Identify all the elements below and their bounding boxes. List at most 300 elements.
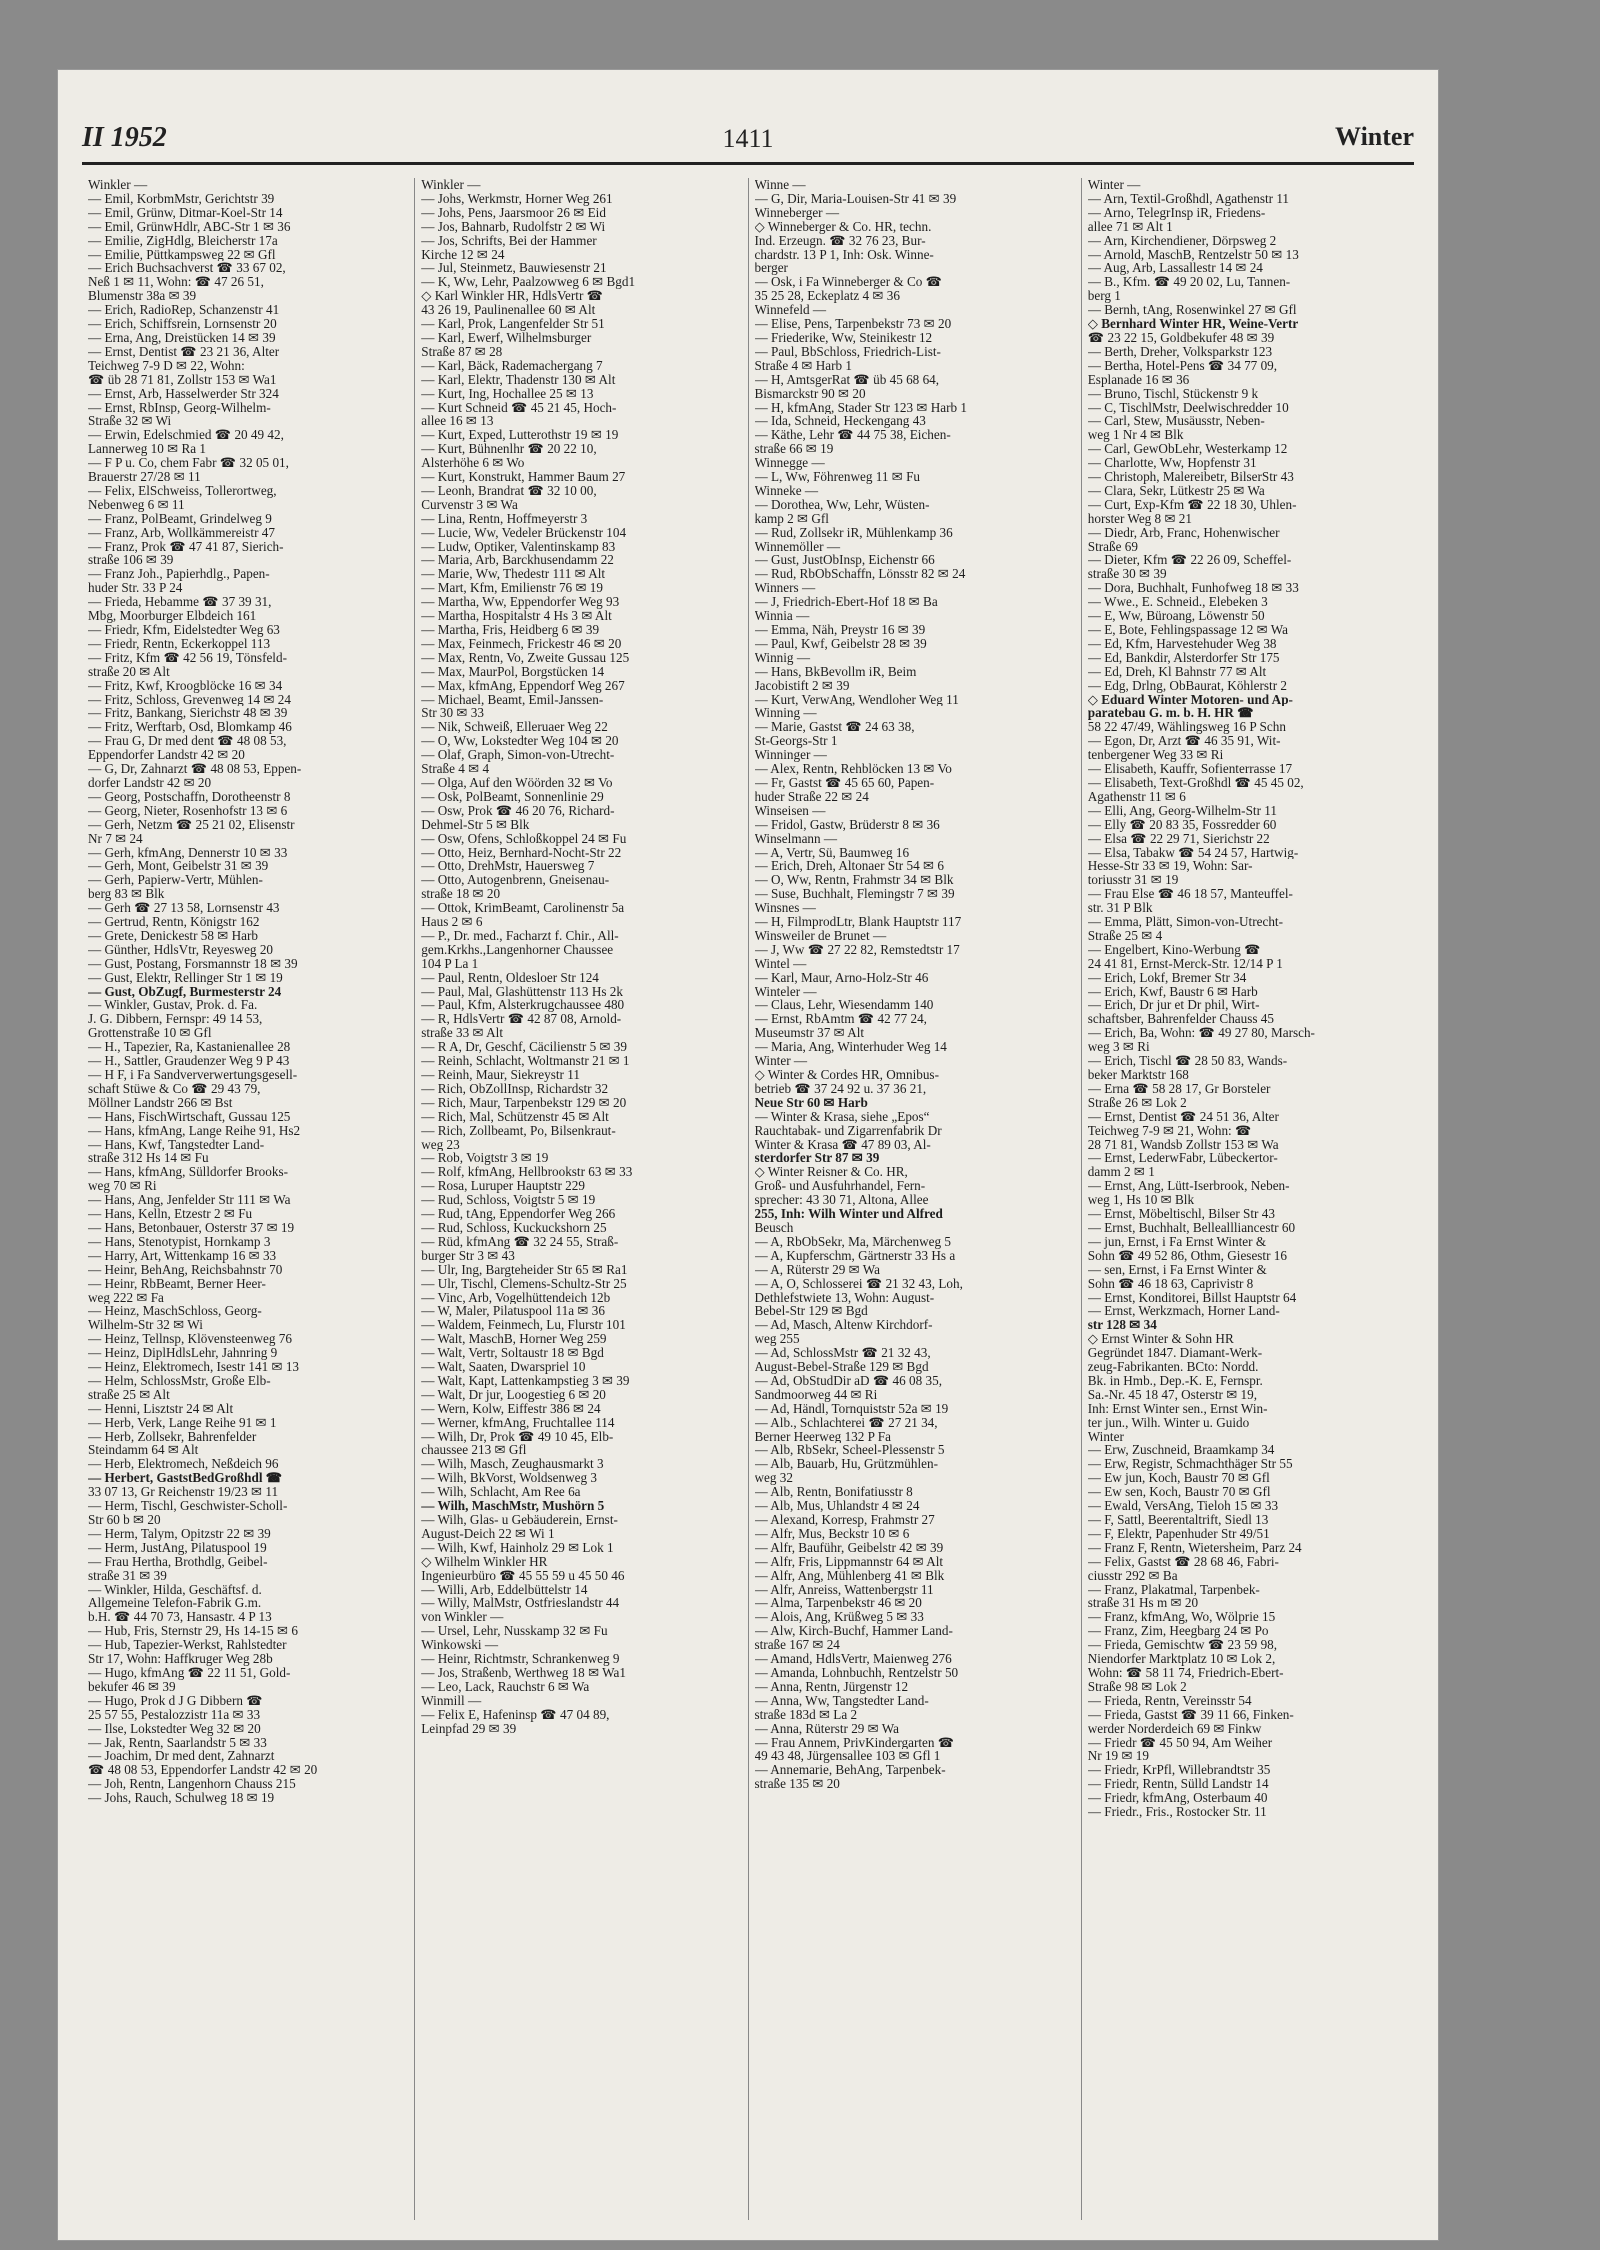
- directory-entry: weg 255: [754, 1332, 800, 1347]
- directory-entry: — Ernst, Buchhalt, Belleallliancestr 60: [1087, 1220, 1296, 1235]
- directory-entry: — sen, Ernst, i Fa Ernst Winter &: [1087, 1262, 1267, 1277]
- directory-entry: Ind. Erzeugn. ☎ 32 76 23, Bur-: [754, 233, 926, 248]
- directory-entry: — Karl, Prok, Langenfelder Str 51: [421, 317, 605, 331]
- directory-entry: — Winkler, Hilda, Geschäftsf. d.: [88, 1582, 262, 1597]
- directory-entry: — Ew jun, Koch, Baustr 70 ✉ Gfl: [1087, 1471, 1270, 1486]
- directory-entry: — Walt, Saaten, Dwarspriel 10: [421, 1360, 586, 1374]
- directory-entry: — Karl, Bäck, Rademachergang 7: [421, 358, 603, 373]
- directory-entry: — Erwin, Edelschmied ☎ 20 49 42,: [88, 428, 284, 443]
- directory-entry: — Elisabeth, Kauffr, Sofienterrasse 17: [1087, 762, 1293, 776]
- directory-entry: weg 23: [421, 1137, 460, 1152]
- directory-entry: — Wern, Kolw, Eiffestr 386 ✉ 24: [421, 1401, 601, 1416]
- directory-entry: — Fr, Gastst ☎ 45 65 60, Papen-: [754, 775, 935, 790]
- directory-entry: — Herb, Zollsekr, Bahrenfelder: [88, 1429, 257, 1444]
- directory-entry: — Herm, JustAng, Pilatuspool 19: [88, 1540, 267, 1555]
- directory-entry: weg 32: [754, 1471, 793, 1486]
- directory-entry: 28 71 81, Wandsb Zollstr 153 ✉ Wa: [1087, 1137, 1279, 1152]
- directory-entry: — Rud, Schloss, Voigtstr 5 ✉ 19: [421, 1193, 596, 1208]
- directory-entry: — A, RbObSekr, Ma, Märchenweg 5: [754, 1234, 952, 1249]
- directory-entry: — Alfr, Bauführ, Geibelstr 42 ✉ 39: [754, 1540, 944, 1555]
- directory-entry: — Elli, Ang, Georg-Wilhelm-Str 11: [1087, 803, 1277, 818]
- directory-entry: Wilhelm-Str 32 ✉ Wi: [88, 1318, 203, 1333]
- directory-entry: von Winkler —: [421, 1610, 504, 1625]
- directory-entry: ter jun., Wilh. Winter u. Guido: [1087, 1415, 1250, 1430]
- directory-entry: — Max, kfmAng, Eppendorf Weg 267: [421, 678, 625, 693]
- directory-entry: — Otto, Heiz, Bernhard-Nocht-Str 22: [421, 845, 622, 860]
- directory-entry: Teichweg 7-9 D ✉ 22, Wohn:: [88, 358, 245, 373]
- directory-entry: — Erna ☎ 58 28 17, Gr Borsteler: [1087, 1081, 1271, 1096]
- directory-entry: Straße 26 ✉ Lok 2: [1087, 1095, 1187, 1110]
- directory-entry: St-Georgs-Str 1: [754, 734, 838, 749]
- directory-entry: August-Deich 22 ✉ Wi 1: [421, 1526, 555, 1541]
- directory-entry: — Frieda, Rentn, Vereinsstr 54: [1087, 1693, 1252, 1708]
- directory-entry: — Franz, Zim, Heegbarg 24 ✉ Po: [1087, 1624, 1269, 1639]
- directory-entry: — Walt, Vertr, Soltaustr 18 ✉ Bgd: [421, 1346, 604, 1361]
- directory-entry: — Erich, RadioRep, Schanzenstr 41: [88, 303, 280, 318]
- directory-entry: sprecher: 43 30 71, Altona, Allee: [754, 1193, 929, 1208]
- directory-entry: — Frieda, Hebamme ☎ 37 39 31,: [88, 595, 272, 610]
- directory-entry: Jacobistift 2 ✉ 39: [754, 678, 850, 693]
- directory-entry: Winter —: [1087, 178, 1141, 192]
- column-2: [415, 178, 748, 2220]
- directory-entry: weg 70 ✉ Ri: [88, 1179, 157, 1194]
- directory-entry: Nebenweg 6 ✉ 11: [88, 497, 185, 512]
- directory-entry: — Friedr, Rentn, Eckerkoppel 113: [88, 636, 271, 651]
- directory-entry: — Ludw, Optiker, Valentinskamp 83: [421, 539, 616, 554]
- directory-entry: schaft Stüwe & Co ☎ 29 43 79,: [88, 1081, 261, 1096]
- directory-entry: — Frieda, Gastst ☎ 39 11 66, Finken-: [1087, 1707, 1294, 1722]
- directory-entry: Sandmoorweg 44 ✉ Ri: [754, 1387, 878, 1402]
- directory-entry: — Mart, Kfm, Emilienstr 76 ✉ 19: [421, 581, 603, 596]
- directory-entry: — Erich, Dr jur et Dr phil, Wirt-: [1087, 998, 1260, 1013]
- directory-entry: — Franz, PolBeamt, Grindelweg 9: [88, 511, 272, 526]
- directory-entry: — H, kfmAng, Stader Str 123 ✉ Harb 1: [754, 400, 968, 415]
- directory-entry: — Hans, Stenotypist, Hornkamp 3: [88, 1234, 271, 1249]
- header-running-head: Winter: [1335, 122, 1414, 151]
- directory-entry: — Ad, SchlossMstr ☎ 21 32 43,: [754, 1346, 931, 1361]
- directory-entry: — Franz, Prok ☎ 47 41 87, Sierich-: [88, 539, 284, 554]
- directory-entry: Winnemöller —: [754, 539, 841, 554]
- directory-entry: — H., Sattler, Graudenzer Weg 9 P 43: [88, 1054, 290, 1068]
- directory-entry: — Hans, kfmAng, Lange Reihe 91, Hs2: [88, 1123, 301, 1138]
- directory-entry: weg 1, Hs 10 ✉ Blk: [1087, 1193, 1195, 1208]
- directory-entry: — Erich, Schiffsrein, Lornsenstr 20: [88, 317, 277, 331]
- directory-entry: — Maria, Ang, Winterhuder Weg 14: [754, 1040, 947, 1055]
- directory-entry: — R A, Dr, Geschf, Cäcilienstr 5 ✉ 39: [421, 1040, 627, 1055]
- directory-entry: — Ewald, VersAng, Tieloh 15 ✉ 33: [1087, 1499, 1279, 1513]
- directory-entry: — Grete, Denickestr 58 ✉ Harb: [88, 928, 258, 943]
- directory-entry: — Aug, Arb, Lassallestr 14 ✉ 24: [1087, 261, 1263, 276]
- directory-entry: — Carl, GewObLehr, Westerkamp 12: [1087, 442, 1288, 457]
- directory-entry: — Friedr, Kfm, Eidelstedter Weg 63: [88, 623, 280, 637]
- directory-entry: Winnefeld —: [754, 303, 827, 318]
- directory-entry: berger: [754, 261, 788, 276]
- directory-entry: — Rud, RbObSchaffn, Lönsstr 82 ✉ 24: [754, 567, 966, 582]
- directory-entry: — Alfr, Mus, Beckstr 10 ✉ 6: [754, 1526, 910, 1541]
- directory-entry: — Ed, Kfm, Harvestehuder Weg 38: [1087, 636, 1277, 651]
- directory-entry: — Erich, Tischl ☎ 28 50 83, Wands-: [1087, 1054, 1288, 1068]
- directory-entry: — Bruno, Tischl, Stückenstr 9 k: [1087, 386, 1259, 401]
- directory-entry: ◇ Wilhelm Winkler HR: [421, 1554, 548, 1569]
- directory-entry: Winneke —: [754, 483, 819, 498]
- directory-entry: — Ernst, RbInsp, Georg-Wilhelm-: [88, 400, 271, 415]
- directory-entry: — Kurt Schneid ☎ 45 21 45, Hoch-: [421, 400, 617, 415]
- directory-entry: — Alw, Kirch-Buchf, Hammer Land-: [754, 1624, 953, 1639]
- directory-entry: — Johs, Pens, Jaarsmoor 26 ✉ Eid: [421, 205, 606, 220]
- directory-entry: — F, Elektr, Papenhuder Str 49/51: [1087, 1526, 1270, 1541]
- directory-entry: — Paul, Rentn, Oldesloer Str 124: [421, 970, 599, 985]
- directory-entry: — Lina, Rentn, Hoffmeyerstr 3: [421, 511, 588, 526]
- directory-entry: — Olga, Auf den Wöörden 32 ✉ Vo: [421, 775, 613, 790]
- directory-entry: — Franz F, Rentn, Wietersheim, Parz 24: [1087, 1540, 1302, 1555]
- directory-entry: — Wilh, Dr, Prok ☎ 49 10 45, Elb-: [421, 1429, 614, 1444]
- directory-entry: — Friedr, kfmAng, Osterbaum 40: [1087, 1791, 1268, 1806]
- directory-entry: — Gust, Elektr, Rellinger Str 1 ✉ 19: [88, 970, 283, 985]
- directory-entry: damm 2 ✉ 1: [1087, 1165, 1155, 1180]
- directory-entry: Niendorfer Marktplatz 10 ✉ Lok 2,: [1087, 1652, 1276, 1666]
- columns: [82, 178, 1414, 2220]
- directory-entry: August-Bebel-Straße 129 ✉ Bgd: [754, 1360, 929, 1374]
- directory-entry: — Gerh, Netzm ☎ 25 21 02, Elisenstr: [88, 817, 295, 832]
- directory-entry: — Frau G, Dr med dent ☎ 48 08 53,: [88, 734, 287, 749]
- directory-entry: — Arn, Textil-Großhdl, Agathenstr 11: [1087, 191, 1290, 206]
- directory-entry: — Käthe, Lehr ☎ 44 75 38, Eichen-: [754, 428, 951, 443]
- directory-entry: — H, AmtsgerRat ☎ üb 45 68 64,: [754, 372, 940, 387]
- directory-entry: — Erna, Ang, Dreistücken 14 ✉ 39: [88, 330, 276, 345]
- directory-entry: — Alb, RbSekr, Scheel-Plessenstr 5: [754, 1443, 945, 1458]
- directory-entry: paratebau G. m. b. H. HR ☎: [1087, 706, 1254, 721]
- directory-entry: — Paul, Mal, Glashüttenstr 113 Hs 2k: [421, 984, 623, 999]
- directory-entry: Groß- und Ausfuhrhandel, Fern-: [754, 1179, 926, 1194]
- directory-entry: — Franz Joh., Papierhdlg., Papen-: [88, 567, 270, 582]
- directory-entry: — Johs, Werkmstr, Horner Weg 261: [421, 191, 613, 206]
- directory-entry: — Friedr ☎ 45 50 94, Am Weiher: [1087, 1735, 1273, 1750]
- directory-entry: — Erich Buchsachverst ☎ 33 67 02,: [88, 261, 286, 276]
- directory-entry: Winnig —: [754, 650, 811, 665]
- directory-page: [58, 70, 1438, 2240]
- directory-entry: — Emil, KorbmMstr, Gerichtstr 39: [88, 191, 275, 206]
- directory-entry: Teichweg 7-9 ✉ 21, Wohn: ☎: [1087, 1123, 1252, 1138]
- directory-entry: — Alma, Tarpenbekstr 46 ✉ 20: [754, 1596, 922, 1611]
- directory-entry: — Egon, Dr, Arzt ☎ 46 35 91, Wit-: [1087, 734, 1281, 749]
- directory-entry: — Gertrud, Rentn, Königstr 162: [88, 915, 260, 929]
- directory-entry: — Walt, Dr jur, Loogestieg 6 ✉ 20: [421, 1387, 606, 1402]
- directory-entry: — Osk, PolBeamt, Sonnenlinie 29: [421, 789, 604, 804]
- directory-entry: — Georg, Postschaffn, Dorotheenstr 8: [88, 789, 291, 804]
- directory-entry: — Friedr, KrPfl, Willebrandtstr 35: [1087, 1763, 1271, 1778]
- directory-entry: — B., Kfm. ☎ 49 20 02, Lu, Tannen-: [1087, 275, 1291, 290]
- directory-entry: — Ew sen, Koch, Baustr 70 ✉ Gfl: [1087, 1485, 1271, 1500]
- directory-entry: — Hans, Betonbauer, Osterstr 37 ✉ 19: [88, 1220, 295, 1235]
- directory-entry: schaftsber, Bahrenfelder Chauss 45: [1087, 1012, 1274, 1027]
- directory-entry: — Edg, Drlng, ObBaurat, Köhlerstr 2: [1087, 678, 1287, 693]
- directory-entry: straße 312 Hs 14 ✉ Fu: [88, 1151, 209, 1166]
- directory-entry: straße 183d ✉ La 2: [754, 1707, 858, 1722]
- directory-entry: — Jos, Straßenb, Werthweg 18 ✉ Wa1: [421, 1665, 627, 1680]
- directory-entry: — Alex, Rentn, Rehblöcken 13 ✉ Vo: [754, 762, 952, 776]
- directory-entry: Steindamm 64 ✉ Alt: [88, 1443, 199, 1458]
- directory-entry: — Gerh ☎ 27 13 58, Lornsenstr 43: [88, 901, 280, 916]
- directory-entry: — Paul, BbSchloss, Friedrich-List-: [754, 344, 941, 359]
- directory-entry: — Fritz, Kwf, Kroogblöcke 16 ✉ 34: [88, 678, 283, 693]
- directory-entry: — Marie, Ww, Thedestr 111 ✉ Alt: [421, 567, 606, 582]
- directory-entry: Lannerweg 10 ✉ Ra 1: [88, 442, 206, 457]
- directory-entry: Winsweiler de Brunet —: [754, 928, 887, 943]
- directory-entry: Winneberger —: [754, 205, 840, 220]
- directory-entry: weg 3 ✉ Ri: [1087, 1040, 1150, 1055]
- directory-entry: — Kurt, Konstrukt, Hammer Baum 27: [421, 470, 626, 484]
- directory-entry: — jun, Ernst, i Fa Ernst Winter &: [1087, 1234, 1267, 1249]
- directory-entry: — Waldem, Feinmech, Lu, Flurstr 101: [421, 1318, 626, 1333]
- directory-entry: — Reinh, Schlacht, Woltmanstr 21 ✉ 1: [421, 1054, 630, 1068]
- directory-entry: — Alb, Rentn, Bonifatiusstr 8: [754, 1485, 913, 1500]
- directory-entry: — Felix, ElSchweiss, Tollerortweg,: [88, 483, 277, 498]
- directory-entry: — Franz, Plakatmal, Tarpenbek-: [1087, 1582, 1260, 1597]
- directory-entry: — Franz, kfmAng, Wo, Wölprie 15: [1087, 1610, 1276, 1625]
- directory-entry: Str 17, Wohn: Haffkruger Weg 28b: [88, 1652, 273, 1666]
- directory-entry: — Frieda, Gemischtw ☎ 23 59 98,: [1087, 1638, 1278, 1653]
- directory-entry: — Fritz, Bankang, Sierichstr 48 ✉ 39: [88, 706, 288, 721]
- directory-entry: — Gust, JustObInsp, Eichenstr 66: [754, 553, 935, 568]
- directory-entry: Winsnes —: [754, 901, 816, 916]
- directory-entry: Bismarckstr 90 ✉ 20: [754, 386, 866, 401]
- directory-entry: ☎ 23 22 15, Goldbekufer 48 ✉ 39: [1087, 330, 1275, 345]
- directory-entry: — Heinz, MaschSchloss, Georg-: [88, 1304, 262, 1319]
- directory-entry: — Rob, Voigtstr 3 ✉ 19: [421, 1151, 549, 1166]
- directory-entry: Neß 1 ✉ 11, Wohn: ☎ 47 26 51,: [88, 275, 264, 290]
- directory-entry: — Gerh, Mont, Geibelstr 31 ✉ 39: [88, 859, 269, 874]
- directory-entry: Dethlefstwiete 13, Wohn: August-: [754, 1290, 935, 1305]
- directory-entry: Esplanade 16 ✉ 36: [1087, 372, 1190, 387]
- directory-entry: Allgemeine Telefon-Fabrik G.m.: [88, 1596, 262, 1611]
- directory-entry: — Martha, Ww, Eppendorfer Weg 93: [421, 595, 620, 610]
- directory-entry: Winselmann —: [754, 831, 838, 846]
- directory-entry: — Elsa, Tabakw ☎ 54 24 57, Hartwig-: [1087, 845, 1299, 860]
- directory-entry: straße 135 ✉ 20: [754, 1777, 840, 1792]
- directory-entry: — Rüd, kfmAng ☎ 32 24 55, Straß-: [421, 1234, 619, 1249]
- directory-entry: — Heinz, Elektromech, Isestr 141 ✉ 13: [88, 1360, 300, 1374]
- directory-entry: — Gerh, Papierw-Vertr, Mühlen-: [88, 873, 263, 888]
- directory-entry: — Anna, Rüterstr 29 ✉ Wa: [754, 1721, 900, 1736]
- directory-entry: — Elise, Pens, Tarpenbekstr 73 ✉ 20: [754, 317, 952, 331]
- directory-entry: straße 25 ✉ Alt: [88, 1387, 170, 1402]
- directory-entry: ◇ Winneberger & Co. HR, techn.: [754, 219, 932, 234]
- directory-entry: — Elisabeth, Text-Großhdl ☎ 45 45 02,: [1087, 775, 1304, 790]
- directory-entry: — Erich, Dreh, Altonaer Str 54 ✉ 6: [754, 859, 944, 874]
- directory-entry: — P., Dr. med., Facharzt f. Chir., All-: [421, 928, 619, 943]
- directory-entry: 49 43 48, Jürgensallee 103 ✉ Gfl 1: [754, 1749, 941, 1764]
- directory-entry: ◇ Winter & Cordes HR, Omnibus-: [754, 1068, 939, 1082]
- directory-entry: Straße 87 ✉ 28: [421, 344, 503, 359]
- directory-entry: — Rolf, kfmAng, Hellbrookstr 63 ✉ 33: [421, 1165, 633, 1180]
- directory-entry: — Dorothea, Ww, Lehr, Wüsten-: [754, 497, 930, 512]
- directory-entry: Winkler —: [88, 178, 148, 192]
- directory-entry: — O, Ww, Lokstedter Weg 104 ✉ 20: [421, 734, 619, 749]
- directory-entry: Agathenstr 11 ✉ 6: [1087, 789, 1186, 804]
- directory-entry: chardstr. 13 P 1, Inh: Osk. Winne-: [754, 247, 934, 262]
- directory-entry: — Max, Rentn, Vo, Zweite Gussau 125: [421, 650, 630, 665]
- directory-entry: — Frau Annem, PrivKindergarten ☎: [754, 1735, 955, 1750]
- directory-entry: — Rich, ObZollInsp, Richardstr 32: [421, 1081, 609, 1096]
- directory-entry: — Heinz, DiplHdlsLehr, Jahnring 9: [88, 1346, 278, 1361]
- directory-entry: ◇ Ernst Winter & Sohn HR: [1087, 1332, 1234, 1347]
- directory-entry: gem.Krkhs.,Langenhorner Chaussee: [421, 942, 614, 957]
- directory-entry: — Marie, Gastst ☎ 24 63 38,: [754, 720, 915, 735]
- directory-entry: berg 1: [1087, 289, 1121, 304]
- directory-entry: — Max, MaurPol, Borgstücken 14: [421, 664, 605, 679]
- directory-entry: Winter: [1087, 1429, 1124, 1444]
- directory-entry: betrieb ☎ 37 24 92 u. 37 36 21,: [754, 1081, 927, 1096]
- directory-entry: — Herm, Talym, Opitzstr 22 ✉ 39: [88, 1526, 271, 1541]
- directory-entry: — Carl, Stew, Musäusstr, Neben-: [1087, 414, 1265, 429]
- directory-entry: — Karl, Elektr, Thadenstr 130 ✉ Alt: [421, 372, 616, 387]
- page-header: [82, 122, 1414, 165]
- directory-entry: weg 1 Nr 4 ✉ Blk: [1087, 428, 1184, 443]
- column-3: [749, 178, 1082, 2220]
- directory-entry: — Hans, FischWirtschaft, Gussau 125: [88, 1109, 291, 1124]
- directory-entry: — A, Vertr, Sü, Baumweg 16: [754, 845, 910, 860]
- directory-entry: Winkowski —: [421, 1638, 499, 1653]
- directory-entry: — Ernst, RbAmtm ☎ 42 77 24,: [754, 1012, 927, 1027]
- directory-entry: — Ernst, Möbeltischl, Bilser Str 43: [1087, 1207, 1275, 1221]
- directory-entry: — G, Dr, Zahnarzt ☎ 48 08 53, Eppen-: [88, 762, 302, 776]
- directory-entry: — H F, i Fa Sandververwertungsgesell-: [88, 1068, 298, 1082]
- directory-entry: — Kurt, Ing, Hochallee 25 ✉ 13: [421, 386, 594, 401]
- directory-entry: Wohn: ☎ 58 11 74, Friedrich-Ebert-: [1087, 1665, 1284, 1680]
- directory-entry: — Ed, Bankdir, Alsterdorfer Str 175: [1087, 650, 1280, 665]
- directory-entry: allee 16 ✉ 13: [421, 414, 494, 429]
- directory-entry: Berner Heerweg 132 P Fa: [754, 1429, 891, 1444]
- directory-entry: Winseisen —: [754, 803, 826, 818]
- directory-entry: — Wwe., E. Schneid., Elebeken 3: [1087, 595, 1268, 610]
- directory-entry: — Otto, DrehMstr, Hauersweg 7: [421, 859, 595, 874]
- directory-entry: — Ed, Dreh, Kl Bahnstr 77 ✉ Alt: [1087, 664, 1267, 679]
- directory-entry: — Wilh, Kwf, Hainholz 29 ✉ Lok 1: [421, 1540, 614, 1555]
- directory-entry: — Hugo, kfmAng ☎ 22 11 51, Gold-: [88, 1665, 291, 1680]
- directory-entry: — Ilse, Lokstedter Weg 32 ✉ 20: [88, 1721, 261, 1736]
- directory-entry: — Arn, Kirchendiener, Dörpsweg 2: [1087, 233, 1277, 248]
- directory-entry: — Karl, Ewerf, Wilhelmsburger: [421, 330, 592, 345]
- directory-entry: — Gust, ObZugf, Burmesterstr 24: [88, 984, 282, 999]
- directory-entry: — A, Kupferschm, Gärtnerstr 33 Hs a: [754, 1248, 956, 1263]
- directory-entry: huder Str. 33 P 24: [88, 581, 183, 596]
- directory-entry: — Willy, MalMstr, Ostfrieslandstr 44: [421, 1596, 620, 1611]
- directory-entry: str. 31 P Blk: [1087, 901, 1153, 916]
- directory-entry: — Georg, Nieter, Rosenhofstr 13 ✉ 6: [88, 803, 288, 818]
- directory-entry: — Alois, Ang, Krüßweg 5 ✉ 33: [754, 1610, 924, 1625]
- directory-entry: Hesse-Str 33 ✉ 19, Wohn: Sar-: [1087, 859, 1253, 874]
- directory-entry: — Fritz, Kfm ☎ 42 56 19, Tönsfeld-: [88, 650, 287, 665]
- directory-entry: Nr 19 ✉ 19: [1087, 1749, 1149, 1764]
- directory-entry: — Hugo, Prok d J G Dibbern ☎: [88, 1693, 263, 1708]
- directory-entry: — Fritz, Schloss, Grevenweg 14 ✉ 24: [88, 692, 291, 707]
- directory-entry: Winter —: [754, 1054, 808, 1068]
- directory-entry: — Alfr, Ang, Mühlenberg 41 ✉ Blk: [754, 1568, 945, 1583]
- directory-entry: — Winkler, Gustav, Prok. d. Fa.: [88, 998, 258, 1013]
- directory-entry: — Emma, Näh, Preystr 16 ✉ 39: [754, 623, 926, 637]
- directory-entry: — Erw, Zuschneid, Braamkamp 34: [1087, 1443, 1275, 1458]
- directory-entry: — Alb, Bauarb, Hu, Grützmühlen-: [754, 1457, 938, 1472]
- directory-entry: — Kurt, VerwAng, Wendloher Weg 11: [754, 692, 959, 707]
- directory-entry: — Franz, Arb, Wollkämmereistr 47: [88, 525, 275, 540]
- directory-entry: — W, Maler, Pilatuspool 11a ✉ 36: [421, 1304, 605, 1319]
- directory-entry: — Curt, Exp-Kfm ☎ 22 18 30, Uhlen-: [1087, 497, 1297, 512]
- directory-entry: Winter & Krasa ☎ 47 89 03, Al-: [754, 1137, 931, 1152]
- directory-entry: — H., Tapezier, Ra, Kastanienallee 28: [88, 1040, 291, 1055]
- directory-entry: — Elsa ☎ 22 29 71, Sierichstr 22: [1087, 831, 1270, 846]
- directory-entry: — Wilh, Glas- u Gebäuderein, Ernst-: [421, 1513, 618, 1527]
- directory-entry: 58 22 47/49, Wählingsweg 16 P Schn: [1087, 720, 1286, 735]
- directory-entry: huder Straße 22 ✉ 24: [754, 789, 869, 804]
- directory-entry: — Gerh, kfmAng, Dennerstr 10 ✉ 33: [88, 845, 288, 860]
- directory-entry: — Ernst, Ang, Lütt-Iserbrook, Neben-: [1087, 1179, 1290, 1194]
- directory-entry: — J, Ww ☎ 27 22 82, Remstedtstr 17: [754, 942, 960, 957]
- directory-entry: Kirche 12 ✉ 24: [421, 247, 505, 262]
- directory-entry: straße 66 ✉ 19: [754, 442, 834, 457]
- directory-entry: Curvenstr 3 ✉ Wa: [421, 497, 518, 512]
- directory-entry: — Ursel, Lehr, Nusskamp 32 ✉ Fu: [421, 1624, 608, 1639]
- directory-entry: straße 33 ✉ Alt: [421, 1026, 503, 1041]
- directory-entry: 43 26 19, Paulinenallee 60 ✉ Alt: [421, 303, 596, 318]
- directory-entry: ◇ Winter Reisner & Co. HR,: [754, 1165, 908, 1180]
- header-volume: II 1952: [82, 122, 167, 153]
- directory-entry: Winnegge —: [754, 456, 825, 471]
- directory-entry: — Ottok, KrimBeamt, Carolinenstr 5a: [421, 901, 625, 916]
- directory-entry: Winmill —: [421, 1693, 482, 1708]
- directory-entry: — Jul, Steinmetz, Bauwiesenstr 21: [421, 261, 607, 276]
- directory-entry: — F, Sattl, Beerentaltrift, Siedl 13: [1087, 1513, 1269, 1527]
- directory-entry: — Hub, Tapezier-Werkst, Rahlstedter: [88, 1638, 287, 1653]
- directory-entry: straße 167 ✉ 24: [754, 1638, 840, 1653]
- directory-entry: — Joachim, Dr med dent, Zahnarzt: [88, 1749, 275, 1764]
- directory-entry: horster Weg 8 ✉ 21: [1087, 511, 1192, 526]
- directory-entry: — Otto, Autogenbrenn, Gneisenau-: [421, 873, 610, 888]
- directory-entry: — Günther, HdlsVtr, Reyesweg 20: [88, 942, 274, 957]
- directory-entry: dorfer Landstr 42 ✉ 20: [88, 775, 212, 790]
- directory-entry: — Amanda, Lohnbuchh, Rentzelstr 50: [754, 1665, 959, 1680]
- directory-entry: — Maria, Arb, Barckhusendamm 22: [421, 553, 614, 568]
- directory-entry: — Erich, Kwf, Baustr 6 ✉ Harb: [1087, 984, 1258, 999]
- directory-entry: Str 30 ✉ 33: [421, 706, 484, 721]
- directory-entry: — Jos, Schrifts, Bei der Hammer: [421, 233, 597, 248]
- directory-entry: — Hans, Kwf, Tangstedter Land-: [88, 1137, 265, 1152]
- directory-entry: — Bernh, tAng, Rosenwinkel 27 ✉ Gfl: [1087, 303, 1297, 318]
- directory-entry: — Vinc, Arb, Vogelhüttendeich 12b: [421, 1290, 611, 1305]
- directory-entry: Bebel-Str 129 ✉ Bgd: [754, 1304, 868, 1319]
- directory-entry: b.H. ☎ 44 70 73, Hansastr. 4 P 13: [88, 1610, 272, 1625]
- directory-entry: — A, Rüterstr 29 ✉ Wa: [754, 1262, 880, 1277]
- directory-entry: Wintel —: [754, 956, 807, 971]
- directory-entry: chaussee 213 ✉ Gfl: [421, 1443, 527, 1458]
- directory-entry: — Wilh, BkVorst, Woldsenweg 3: [421, 1471, 597, 1486]
- directory-entry: — Wilh, Schlacht, Am Ree 6a: [421, 1485, 581, 1500]
- directory-entry: berg 83 ✉ Blk: [88, 887, 165, 902]
- directory-entry: — Walt, MaschB, Horner Weg 259: [421, 1332, 607, 1347]
- directory-entry: straße 18 ✉ 20: [421, 887, 501, 902]
- directory-entry: — Heinr, RbBeamt, Berner Heer-: [88, 1276, 266, 1291]
- directory-entry: straße 30 ✉ 39: [1087, 567, 1167, 582]
- directory-entry: — Ida, Schneid, Heckengang 43: [754, 414, 926, 429]
- directory-entry: Möllner Landstr 266 ✉ Bst: [88, 1095, 233, 1110]
- directory-entry: Neue Str 60 ✉ Harb: [754, 1095, 868, 1110]
- directory-entry: — Engelbert, Kino-Werbung ☎: [1087, 942, 1261, 957]
- directory-entry: — Ad, Masch, Altenw Kirchdorf-: [754, 1318, 933, 1333]
- directory-entry: — Reinh, Maur, Siekreystr 11: [421, 1068, 580, 1082]
- directory-entry: — Ad, ObStudDir aD ☎ 46 08 35,: [754, 1373, 942, 1388]
- directory-entry: Sa.-Nr. 45 18 47, Osterstr ✉ 19,: [1087, 1387, 1258, 1402]
- directory-entry: — Harry, Art, Wittenkamp 16 ✉ 33: [88, 1248, 277, 1263]
- directory-entry: — Jak, Rentn, Saarlandstr 5 ✉ 33: [88, 1735, 267, 1750]
